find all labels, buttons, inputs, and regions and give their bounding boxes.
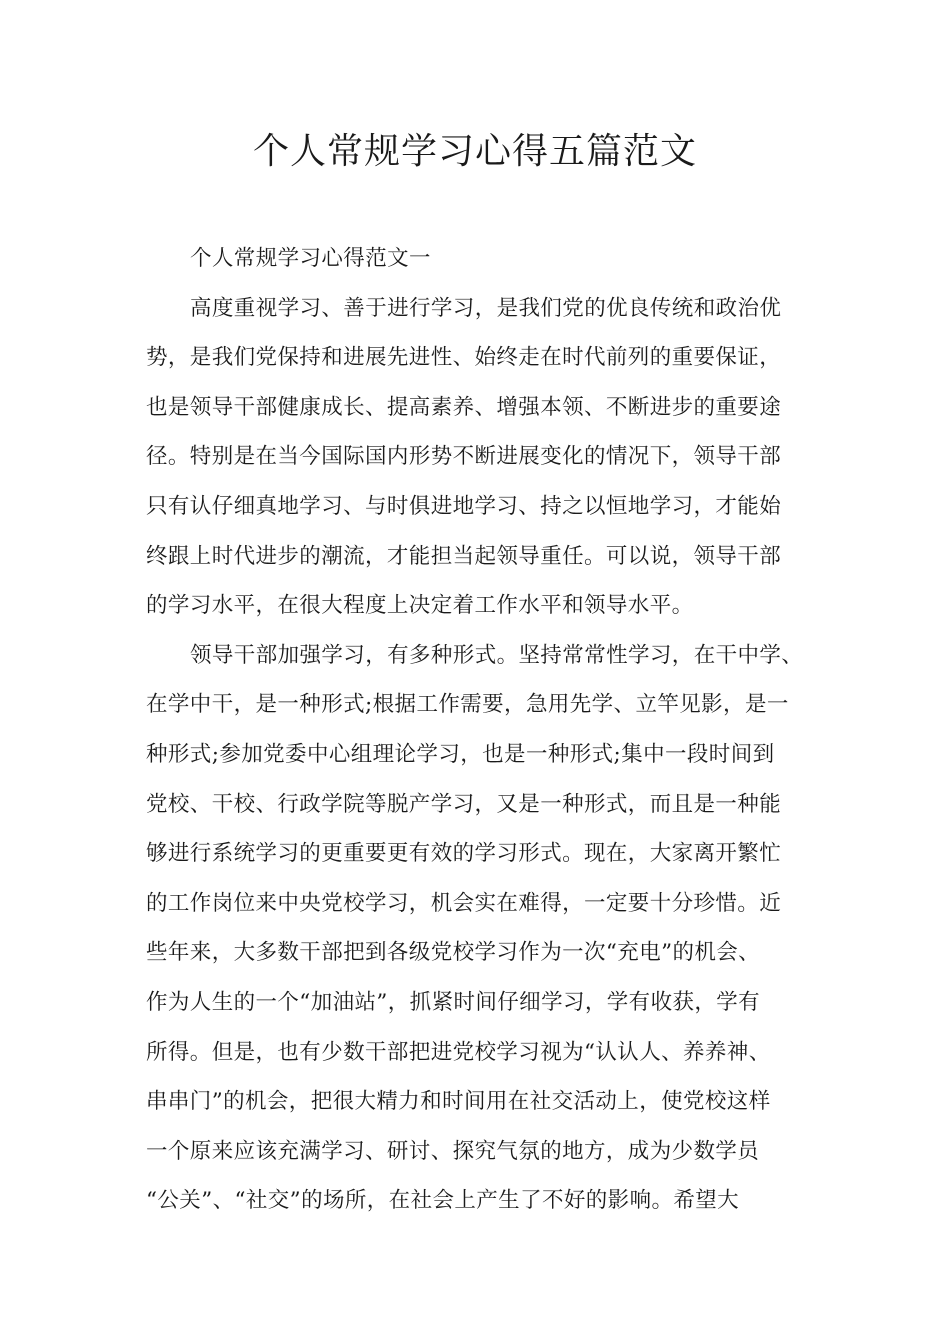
text-line: 领导干部加强学习，有多种形式。坚持常常性学习，在干中学、: [190, 642, 804, 668]
text-line: 串串门”的机会，把很大精力和时间用在社交活动上，使党校这样: [146, 1089, 771, 1115]
text-line: 种形式;参加党委中心组理论学习，也是一种形式;集中一段时间到: [146, 741, 775, 767]
text-line: 只有认仔细真地学习、与时俱进地学习、持之以恒地学习，才能始: [146, 493, 782, 519]
text-line: 所得。但是，也有少数干部把进党校学习视为“认认人、养养神、: [146, 1039, 771, 1065]
text-line: 势，是我们党保持和进展先进性、始终走在时代前列的重要保证，: [146, 345, 782, 371]
text-line: 党校、干校、行政学院等脱产学习，又是一种形式，而且是一种能: [146, 791, 782, 817]
text-line: 的学习水平，在很大程度上决定着工作水平和领导水平。: [146, 593, 694, 619]
text-line: 一个原来应该充满学习、研讨、探究气氛的地方，成为少数学员: [146, 1138, 760, 1164]
text-line: 作为人生的一个“加油站”，抓紧时间仔细学习，学有收获，学有: [146, 989, 761, 1015]
text-line: 的工作岗位来中央党校学习，机会实在难得，一定要十分珍惜。近: [146, 890, 782, 916]
text-line: 径。特别是在当今国际国内形势不断进展变化的情况下，领导干部: [146, 444, 782, 470]
text-line: 够进行系统学习的更重要更有效的学习形式。现在，大家离开繁忙: [146, 841, 782, 867]
text-line: 终跟上时代进步的潮流，才能担当起领导重任。可以说，领导干部: [146, 543, 782, 569]
text-line: 在学中干，是一种形式;根据工作需要，急用先学、立竿见影，是一: [146, 692, 789, 718]
document-body: [146, 234, 816, 1226]
text-line: 也是领导干部健康成长、提高素养、增强本领、不断进步的重要途: [146, 394, 782, 420]
section-heading: 个人常规学习心得范文一: [190, 246, 431, 271]
text-line: “公关”、“社交”的场所，在社会上产生了不好的影响。希望大: [146, 1188, 740, 1214]
text-line: 高度重视学习、善于进行学习，是我们党的优良传统和政治优: [190, 295, 782, 321]
text-line: 些年来，大多数干部把到各级党校学习作为一次“充电”的机会、: [146, 940, 761, 966]
document-title: 个人常规学习心得五篇范文: [252, 131, 697, 172]
